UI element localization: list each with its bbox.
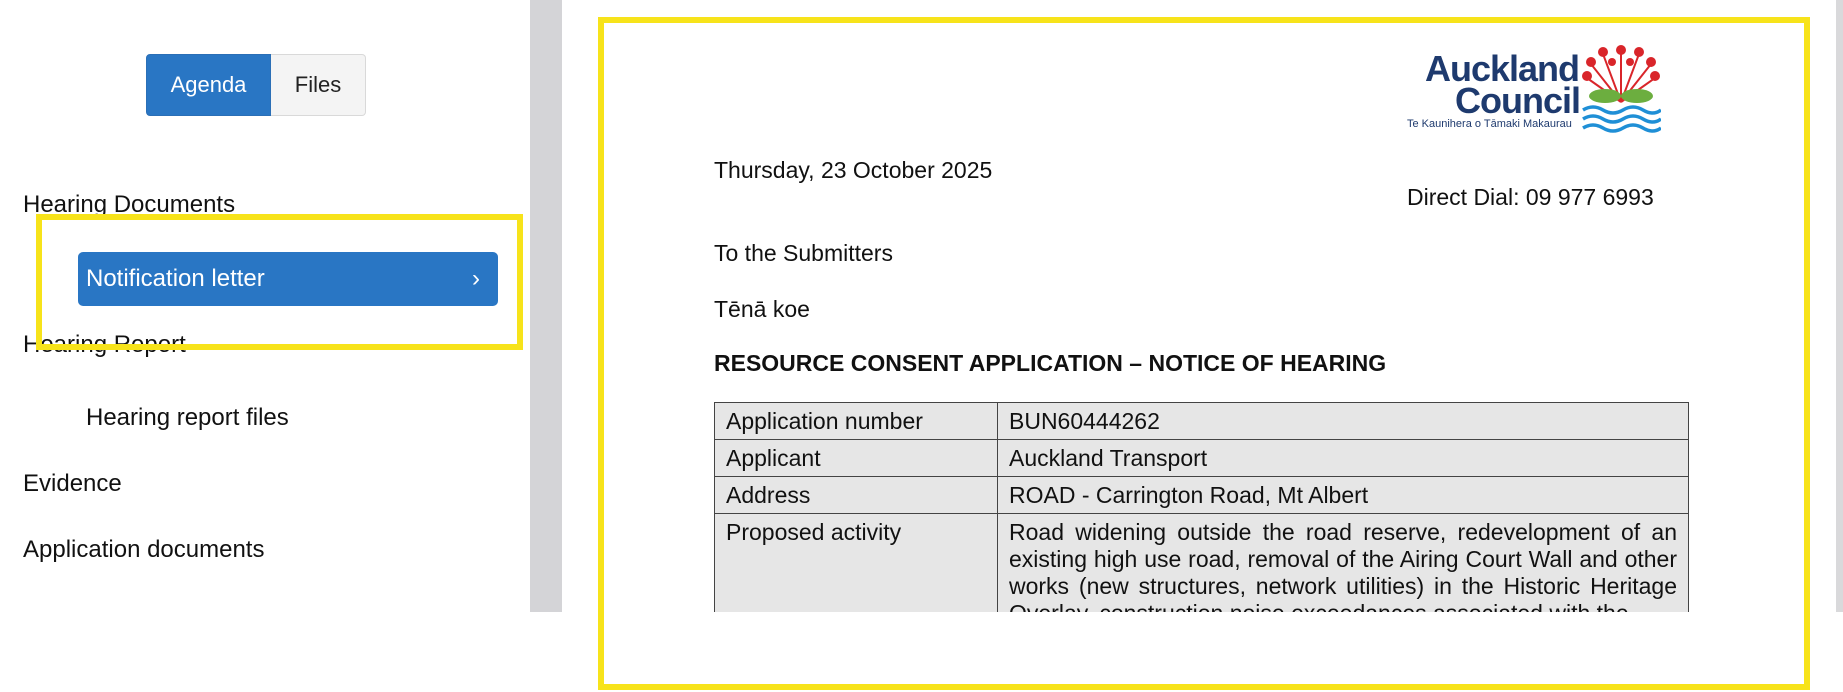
application-details-table	[714, 402, 1689, 632]
nav-hearing-report[interactable]: Hearing Report	[23, 331, 186, 358]
nav-application-documents[interactable]: Application documents	[23, 536, 265, 563]
table-key: Address	[715, 477, 998, 514]
table-row	[715, 477, 1689, 514]
table-value: Road widening outside the road reserve, redevelopment of an existing high use road, removal of the Airing Court Wall and other works (new structures, network utilities) in the Historic Heritage	[998, 514, 1689, 632]
notice-heading: RESOURCE CONSENT APPLICATION – NOTICE OF HEARING	[714, 350, 1387, 376]
table-row	[715, 440, 1689, 477]
direct-dial: Direct Dial: 09 977 6993	[1407, 184, 1654, 210]
chevron-right-icon: ›	[472, 265, 480, 292]
viewport-bottom	[0, 612, 1843, 692]
letter-recipient: To the Submitters	[714, 240, 893, 266]
agenda-tab-button[interactable]: Agenda	[146, 54, 271, 116]
table-value: Auckland Transport	[998, 440, 1689, 477]
nav-item-notification-letter-label: Notification letter	[86, 265, 265, 292]
document-scrollbar[interactable]	[1836, 0, 1843, 612]
view-toggle	[146, 54, 366, 116]
letter-date: Thursday, 23 October 2025	[714, 157, 993, 183]
pohutukawa-logo-icon	[1581, 40, 1661, 134]
nav-hearing-documents[interactable]: Hearing Documents	[23, 191, 236, 218]
nav-evidence[interactable]: Evidence	[23, 470, 122, 497]
table-key: Application number	[715, 403, 998, 440]
files-tab-button[interactable]: Files	[271, 54, 366, 116]
panel-splitter[interactable]	[530, 0, 562, 612]
logo-line2: Council	[1455, 80, 1580, 121]
table-key: Proposed activity	[715, 514, 998, 632]
table-key: Applicant	[715, 440, 998, 477]
nav-item-hearing-report-files[interactable]: Hearing report files	[86, 404, 289, 431]
letter-greeting: Tēnā koe	[714, 296, 810, 322]
logo-line1: Auckland	[1425, 48, 1580, 89]
table-row	[715, 403, 1689, 440]
logo-tagline: Te Kaunihera o Tāmaki Makaurau	[1407, 118, 1572, 130]
auckland-council-logo	[1405, 40, 1665, 134]
nav-item-notification-letter[interactable]	[78, 252, 498, 306]
left-nav-panel	[0, 0, 530, 612]
table-value: ROAD - Carrington Road, Mt Albert	[998, 477, 1689, 514]
table-value: BUN60444262	[998, 403, 1689, 440]
